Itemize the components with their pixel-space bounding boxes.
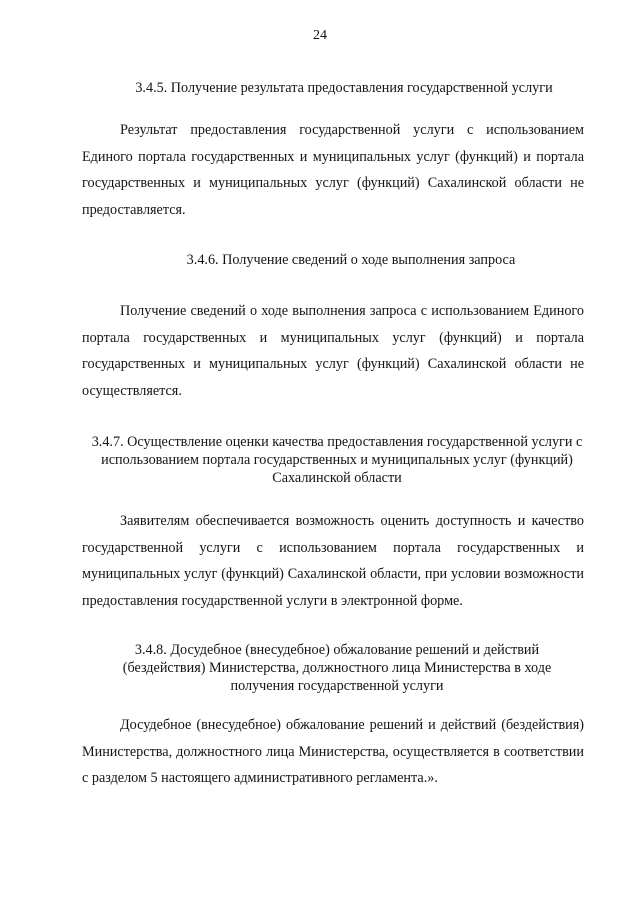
section-heading-3-4-6: 3.4.6. Получение сведений о ходе выполнения запроса — [186, 252, 516, 268]
section-paragraph-3-4-6: Получение сведений о ходе выполнения запроса с использованием Единого портала государственных и муниципальных услуг (функций) и портала государственных и муниципальных услуг (функций) Сахалинской области не осуществляется. — [82, 303, 584, 399]
section-paragraph-3-4-5: Результат предоставления государственной услуги с использованием Единого портала государственных и муниципальных услуг (функций) и портала государственных и муниципальных услуг (функций) Сахалинской области не предоставляется. — [82, 122, 584, 218]
page-number: 24 — [313, 28, 327, 43]
section-heading-3-4-5: 3.4.5. Получение результата предоставления государственной услуги — [135, 80, 553, 96]
section-paragraph-3-4-8: Досудебное (внесудебное) обжалование решений и действий (бездействия) Министерства, должностного лица Министерства, осуществляется в соответствии с разделом 5 настоящего административного регламента.». — [82, 717, 584, 786]
section-heading-3-4-8: 3.4.8. Досудебное (внесудебное) обжалование решений и действий (бездействия) Министерства, должностного лица Министерства в ходе получения государственной услуги — [122, 642, 552, 694]
section-paragraph-3-4-7: Заявителям обеспечивается возможность оценить доступность и качество государственной услуги с использованием портала государственных и муниципальных услуг (функций) Сахалинской области, при условии возможности предоставления государственной услуги в электронной форме. — [82, 513, 584, 609]
section-heading-3-4-7: 3.4.7. Осуществление оценки качества предоставления государственной услуги с использованием портала государственных и муниципальных услуг (функций) Сахалинской области — [91, 434, 583, 486]
